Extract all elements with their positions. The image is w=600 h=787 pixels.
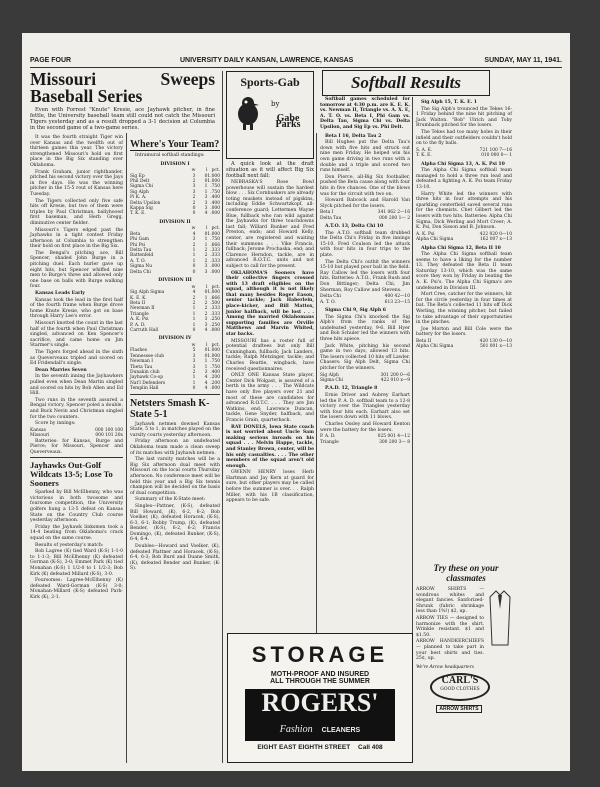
team-stat: 3 xyxy=(192,189,196,195)
gab-para: NEBRASKA'S Rose Bowl powerhouse will sustain the hardest blow . . . Six Cornhuskers are already toting muskets instead of pigskins, including Eddie Schwartzkopf, all-conference guard; Lettermen Wayne Blue, fullback who ran wild against the Jayhawks for three touchdowns last fall; Willard Bunker and Fred Preston, ends; and Howard Kelly, center, are registered and waiting their summons . . . Vike Francis, fullback; Jerome Prochaska, end; and Clarence Herndon, tackle, are in advanced R.O.T.C. units and not subject to call for the present. xyxy=(226,180,314,269)
netsters-para: Friday afternoon an undefeated Oklahoma team made a clean sweep of its matches with Jayhawk netmen. xyxy=(130,439,220,456)
team-name: Sigma Nu xyxy=(130,264,153,270)
team-stat: 2 xyxy=(204,258,208,264)
team-stat: 1.000 xyxy=(207,353,220,359)
storage-line1: MOTH-PROOF AND INSURED xyxy=(270,671,370,678)
team-stat: 1 xyxy=(192,306,196,312)
standings-table xyxy=(130,285,220,334)
team-stat: 2 xyxy=(204,306,208,312)
team-stat: 1 xyxy=(204,184,208,190)
main-body xyxy=(30,135,123,601)
team-stat: .000 xyxy=(210,269,220,275)
team-stat: 4 xyxy=(204,375,208,381)
team: Alpha Chi Sigma xyxy=(416,237,454,243)
team-stat: 0 xyxy=(192,327,196,333)
runs: 422 010 x—9 xyxy=(380,377,410,383)
team-name: Sig Ep xyxy=(130,173,145,179)
team-name: A. K. Psi xyxy=(130,317,149,323)
team: A. K. Psi xyxy=(416,231,435,237)
team-stat: 4 xyxy=(204,386,208,392)
team-stat: 0 xyxy=(204,290,208,296)
sports-gab-header xyxy=(226,71,314,159)
team-stat: 1 xyxy=(192,375,196,381)
team-name: A. T. O. xyxy=(130,258,146,264)
team-name: Battenfeld xyxy=(130,253,154,259)
arrow-footer: We're Arrow headquarters xyxy=(416,663,474,670)
team-name: Pi K. A. xyxy=(130,195,147,201)
carls-tagline: GOOD CLOTHES xyxy=(440,686,480,692)
runs: 341 062 2—16 xyxy=(377,210,410,216)
team-stat: 2 xyxy=(192,369,196,375)
team-stat: 0 xyxy=(192,206,196,212)
runs: 000 200 1— 2 xyxy=(379,215,410,221)
game-para: The Sig Alph's trounced the Tekes 16-1 Friday behind the nine hit pitching of Jack Walton. "Bob" Ulrich and Toby Brumback pitched for the losers. xyxy=(416,106,512,129)
runs: 010 000 0— 1 xyxy=(481,153,512,159)
team-stat: .400 xyxy=(210,369,220,375)
standings-row xyxy=(130,211,220,216)
team-stat: .750 xyxy=(210,184,220,190)
standings-intro: Intramural softball standings: xyxy=(135,153,205,158)
team-name: Phi Gam xyxy=(130,237,149,243)
team-stat: 3 xyxy=(192,237,196,243)
column-header: pct. xyxy=(211,226,220,232)
team-name: T. K. E. xyxy=(130,211,146,217)
batteries: Batteries: for Kansas, Burge and Pierce; for Missouri, Spencer and Queverveaux. xyxy=(30,438,123,455)
arrow-item: ARROW SHIRTS — wondrous whites and elegant fancies. Sanforized-Shrunk (fabric shrinkage less than 1%!) $2, up. xyxy=(416,587,484,615)
team-stat: 1 xyxy=(204,242,208,248)
arrow-headline: Try these on your classmates xyxy=(433,563,499,583)
team-stat: 1 xyxy=(192,258,196,264)
team: S. A. E. xyxy=(416,147,433,153)
game-para: Bill Hughes put the Delta Tau's down with five hits and struck out nine men Friday. He helped win his own game driving in two runs with a double and a triple and scored two runs himself. xyxy=(320,140,410,174)
team-stat: 1 xyxy=(192,322,196,328)
netsters-para: Doubles—Howard and Voelker, (K), defeated Plattner and Horacek, (K-S), 6-4, 6-3; Bob Burd and Duane Smith, (K), defeated Bender and Bunker, (K-S). xyxy=(130,544,220,572)
team-stat: 1.000 xyxy=(207,173,220,179)
team: Kansas xyxy=(30,427,46,433)
gab-para: ONLY ONE Kansas State player, Center Dick Wolgast, is assured of a berth in the army . . . The Wildcats have only five players over 21 and most of these are candidates for advanced R.O.T.C. . . . They are Jim Watkins, end; Lawrence Duncan, tackle, Gene Snyder, halfback, and Francis Grain, quarterback. xyxy=(226,373,314,423)
runs: 000 100 100 xyxy=(95,427,123,433)
column-header: w xyxy=(191,168,196,174)
column-header: w xyxy=(191,284,196,290)
team-stat: 3 xyxy=(204,195,208,201)
division-header: DIVISION III xyxy=(158,278,192,284)
team-name: Delta Upsilon xyxy=(130,200,161,206)
division-header: DIVISION IV xyxy=(158,336,192,342)
team-stat: 0 xyxy=(192,211,196,217)
team: Delta Tau xyxy=(320,215,342,221)
team-stat: 5 xyxy=(192,348,196,354)
team-stat: 2 xyxy=(204,248,208,254)
team-stat: .500 xyxy=(210,300,220,306)
softball-intro: Softball games scheduled for tomorrow at 4:30 p.m. are K. E. K. vs. Newman II, Triangle vs. A. X. E, A. T. O. vs. Beta I, Phi Gam vs. Delta Tau, Sigma Chi vs. Delta Upsilon, and Sig Ep vs. Phi Delt. xyxy=(320,97,410,130)
team-stat: .000 xyxy=(210,264,220,270)
game-score-table xyxy=(416,339,512,350)
team-stat: 0 xyxy=(204,173,208,179)
standings-row xyxy=(130,328,220,333)
game-headline: Sigma Chi 9, Sig Alph 6 xyxy=(325,308,386,314)
team-stat: 1 xyxy=(204,189,208,195)
score-label: Score by innings: xyxy=(35,421,76,427)
team-stat: 1 xyxy=(192,253,196,259)
newspaper-page xyxy=(22,33,570,771)
team-stat: .200 xyxy=(210,380,220,386)
main-para: Missouri knotted the count in the last half of the fourth when Paul Christman singled, advanced on Ken Spencer's sacrifice, and came home on Jim Starmer's single. xyxy=(30,321,123,349)
main-para: The Tigers collected only five safe hits off Kresie, but two of them were triples by Paul Christman, ballyhooed first baseman, and Herb Gregg, diminutive center fielder. xyxy=(30,198,123,226)
team-name: Newman II xyxy=(130,306,155,312)
team: P. A. D. xyxy=(320,434,336,440)
team-stat: 0 xyxy=(204,179,208,184)
team-stat: .000 xyxy=(210,211,220,217)
runs: 721 100 7—16 xyxy=(479,147,512,153)
team-name: Phil Delt xyxy=(130,179,150,184)
wildcats-para: Bob Lagree (K) tied Ward (K-S) 1-1-0 to 1-1-3; Bill McElhenny (K) defeated Gorman (K-S), 3-0; Emmet Park (K) tied Monahan (K-S) 1 1/2-0 to 1 1/2-3; Bob Kirk (K) defeated Millard (K-S), 3-0. xyxy=(30,549,123,577)
column-softball-2 xyxy=(416,97,512,477)
main-para: The Tigers forged ahead in the sixth as Queverveaux tripled and scored on Ed Fridendall's single. xyxy=(30,349,123,367)
wildcats-para: Friday the Jayhawk linksmen took a 14-4 beating from Oklahoma's crack squad on the same course. xyxy=(30,524,123,542)
game-para: Jack White, pitching his second game in two days, allowed 13 hits. The losers collected 10 hits off Lawler. Chasers: Sig Alph Delt, Sigma Chi pitcher for the winners. xyxy=(320,343,411,371)
gab-para: GWENN HENRY loses Herb Hartman and Jay Kern at guard for sure, but other players may be called before the summer is over. . . Ralph Miller, with his 1B classification, appears to be safe. xyxy=(226,470,314,504)
team-name: Delta Tau xyxy=(130,248,152,254)
masthead xyxy=(30,57,562,68)
team-name: Delta Chi xyxy=(130,269,151,275)
netsters-para: Singles—Pattner, (K-S), defeated Bill Howard, (K), 6-2, 6-2; Bob Voelker, (K), defeated Horacek, (K-S), 6-3, 6-1; Bobby Trump, (K), defeated Bender, (K-S), 6-2, 6-2; Francis Domingo, (K), defeated Bunker, (K-S), 6-4, 6-4. xyxy=(130,503,220,543)
runs: 422 020 0—10 xyxy=(479,231,512,237)
team-name: Jayhawk Co-op xyxy=(130,375,164,381)
team-stat: .000 xyxy=(210,386,220,392)
team-stat: .333 xyxy=(210,253,220,259)
team-stat: 3 xyxy=(204,322,208,328)
team-name: K. E. K. xyxy=(130,295,147,301)
softball-games-2 xyxy=(416,100,512,350)
team-stat: 2 xyxy=(204,300,208,306)
team-stat: 0 xyxy=(204,231,208,237)
team-stat: 2 xyxy=(192,195,196,201)
main-score-table xyxy=(30,428,123,439)
game-para: The Delta Chi's outhit the winners 15-10 but played poor ball in the field. Ray Callow led the losers with four hits. Batteries: A.T.O., Frank Rush and Don Bittinger; Delta Chi, Jim Sherman, Roy Callow and Stevens. xyxy=(320,259,410,293)
team-stat: .750 xyxy=(210,189,220,195)
standings-row xyxy=(130,386,220,391)
team-stat: 0 xyxy=(192,264,196,270)
team: Missouri xyxy=(30,433,50,439)
team-name: Theta Tau xyxy=(130,364,153,370)
rogers-logo xyxy=(245,689,395,741)
arrow-item: ARROW TIES — designed to harmonize with the shirt. Wrinkle resistant. $1 and $1.50. xyxy=(416,615,484,638)
column-header: pct. xyxy=(211,168,220,174)
gab-lead: A quick look at the draft situation as it will affect Big Six football next fall: xyxy=(226,161,314,179)
subhead: Kansas Leads Early xyxy=(35,291,85,297)
team-stat: 3 xyxy=(204,206,208,212)
wildcats-para: Foursomes: Lagree-McElhenny (K) defeated Ward-Gorman (K-S) 3-0; Monahan-Millard (K-S) defeated Park-Kirk (K), 2-1. xyxy=(30,578,123,600)
storage-ad xyxy=(227,633,413,763)
team-stat: 1 xyxy=(204,359,208,365)
team-stat: 3 xyxy=(204,269,208,275)
team-name: Sig Alph Sigma xyxy=(130,290,165,296)
team-stat: .333 xyxy=(210,258,220,264)
carls-name: CARL'S xyxy=(441,674,479,686)
team-stat: .400 xyxy=(210,200,220,206)
main-para: It was the fourth straight Tiger win over Kansas and the twelfth out of thirteen games this year. The victory strengthened Missouri's hold on first place in the Big Six standing over Oklahoma. xyxy=(30,135,123,168)
team-stat: .250 xyxy=(210,322,220,328)
column-header: l xyxy=(206,342,208,348)
division-header: DIVISION II xyxy=(159,219,191,225)
team-stat: 2 xyxy=(204,253,208,259)
storage-title: STORAGE xyxy=(251,642,389,667)
storage-phone: Call 408 xyxy=(358,744,383,751)
team-stat: 3 xyxy=(204,264,208,270)
team-stat: 4 xyxy=(192,290,196,296)
team-stat: .666 xyxy=(210,295,220,301)
main-para: In the seventh inning the Jayhawkers pulled even when Dean Martin singled and scored on hits by Bob Allen and Ed Hill. xyxy=(30,374,123,397)
team-stat: 3 xyxy=(192,184,196,190)
team-name: Dunakin club xyxy=(130,369,160,375)
standings-table xyxy=(130,226,220,275)
storage-line2: ALL THROUGH THE SUMMER xyxy=(270,678,370,685)
team-stat: 4 xyxy=(204,327,208,333)
game-headline: P.A.D. 12, Triangle 8 xyxy=(325,386,378,392)
game-para: The A.T.O. softball team drubbed the Delta Chi's Friday in five innings 15-10. Fred Coulson led the attack with four hits in four trips to the plate. xyxy=(320,230,410,259)
column-header: l xyxy=(206,226,208,232)
main-lead: Even with Forrest "Knute" Kresie, ace Jayhawk pitcher, in fine fettle, the University baseball team still could not catch the Missouri Tigers yesterday and as a result dropped a 3-1 decision at Columbia in the second game of a two-game series. xyxy=(30,107,215,132)
missouri-headline-block xyxy=(30,71,215,132)
standings-table xyxy=(130,168,220,217)
standings-title: Where's Your Team? xyxy=(130,139,220,150)
runs: 025 001 4—12 xyxy=(377,434,410,440)
team-name: Templin Hall xyxy=(130,386,159,392)
team-stat: 1 xyxy=(192,311,196,317)
game-score-table xyxy=(320,210,410,221)
column-softball xyxy=(320,97,410,631)
team-stat: 1.000 xyxy=(207,231,220,237)
team-stat: 2 xyxy=(192,300,196,306)
team-stat: .200 xyxy=(210,375,220,381)
team-stat: 3 xyxy=(204,200,208,206)
main-para: Frank Graham, junior righthander, pitched his second victory over the Jays in five days. He was the winning pitcher in the 15-5 rout of Kansas here Tuesday. xyxy=(30,169,123,197)
team-stat: 1 xyxy=(192,248,196,254)
team-stat: .666 xyxy=(210,242,220,248)
team-stat: 4 xyxy=(204,211,208,217)
team-stat: .000 xyxy=(210,206,220,212)
team-name: Carruth Hall xyxy=(130,327,159,333)
team: A. T. O. xyxy=(320,299,336,305)
team-stat: 1 xyxy=(204,237,208,243)
team-stat: 3 xyxy=(192,359,196,365)
team-stat: .000 xyxy=(210,327,220,333)
team-stat: 0 xyxy=(204,348,208,354)
team-stat: .333 xyxy=(210,311,220,317)
column-header: l xyxy=(206,284,208,290)
team-stat: .250 xyxy=(210,317,220,323)
issue-date: SUNDAY, MAY 11, 1941. xyxy=(484,57,562,64)
main-para: Missouri's Tigers edged past the Jayhawks in a tight contest Friday afternoon at Columbia to strengthen their hold on first place in the Big Six. xyxy=(30,227,123,250)
team-stat: 4 xyxy=(192,231,196,237)
game-para: Charles Ossley and Howard Kenton were the battery for the losers. xyxy=(320,421,410,433)
rogers-fashion: Fashion xyxy=(279,724,313,735)
gab-author: Gabe Parks xyxy=(275,113,301,130)
runs: 162 007 x—13 xyxy=(479,237,512,243)
column-header: pct. xyxy=(211,284,220,290)
team-stat: 0 xyxy=(192,269,196,275)
team-name: Tennessee club xyxy=(130,353,165,359)
team: Delta Chi xyxy=(320,294,341,300)
arrow-item: ARROW HANDKERCHIEFS — planned to take part in your best shirts and ties. 25¢, up. xyxy=(416,639,484,662)
game-headline: Alpha Chi Sigma 13, A. K. Psi 10 xyxy=(421,161,505,167)
team-stat: 0 xyxy=(204,353,208,359)
column-standings xyxy=(130,136,220,768)
team-name: Beta xyxy=(130,231,141,237)
column-header: l xyxy=(206,168,208,174)
column-sports-gab xyxy=(226,71,314,631)
game-para: The Sigma Chi's knocked the Sig Alph's from the ranks of the undefeated yesterday, 9-6. Bill Hyer and Bob Schuler led the winners with three hits apiece. xyxy=(320,314,410,342)
game-headline: Sig Alph 15, T. K. E. 1 xyxy=(421,100,478,105)
game-para: The Alpha Chi Sigma softball team managed to hold a three run lead and defeated a fighting A. K. Psi team Friday 13-10. xyxy=(416,168,512,190)
game-score-table xyxy=(416,148,512,159)
team-stat: 2 xyxy=(192,242,196,248)
team-stat: 0 xyxy=(192,386,196,392)
team-stat: .750 xyxy=(210,237,220,243)
team-stat: .333 xyxy=(210,248,220,254)
team-name: Phi Psi xyxy=(130,242,146,248)
storage-address: EIGHT EAST EIGHTH STREET xyxy=(257,744,351,751)
game-score-table xyxy=(320,373,410,384)
softball-title-box xyxy=(322,70,490,96)
netsters-para: Summary of the K-State meet: xyxy=(135,497,206,503)
team: Sig Alph xyxy=(320,372,339,378)
softball-title: Softball Results xyxy=(350,73,462,92)
game-score-table xyxy=(416,232,512,243)
game-headline: A.T.O. 13, Delta Chi 10 xyxy=(325,224,384,230)
standings-tables xyxy=(130,162,220,392)
runs: 300 200 3— 8 xyxy=(379,439,410,445)
wildcats-para: Sparked by Bill McElhenny, who was victorious in both twosome and foursome competition, the University golfers hung a 13-5 defeat on Kansas State on the Country Club course yesterday afternoon. xyxy=(30,490,123,524)
team-stat: 2 xyxy=(192,179,196,184)
gab-para: MISSOURI has a roster full of potential draftees but only Bill Cunningham, fullback; Jack Landers, tackle; Ralph Metzinger, tackle; and Charles Beattie, wingback, have received questionnaires. xyxy=(226,338,314,372)
division-header: DIVISION I xyxy=(160,161,190,167)
runs: 501 001 x—13 xyxy=(479,344,512,350)
gab-by: by xyxy=(271,100,280,108)
team-stat: 1.000 xyxy=(207,179,220,184)
game-para: Don Pierce, all-Big Six footballer, pushed the Beta cause along with four hits in five chances. One of the blows was for the circuit with two on. xyxy=(320,174,410,197)
gab-para: OKLAHOMA'S Sooners have their collective fingers crossed with 13 draft eligibles on the squad, although it is not likely that many besides Roger Eason, senior tackle; Jack Haberlein, place-kicker, and Bill Mattox, junior halfback, will be lost . . . Among the married Oklahomans supporting families are Orville Matthews and Marvin Whited, star backs. xyxy=(226,270,314,338)
main-para: Two runs in the seventh assured a Bengal victory. Spencer poled a double, and Buck Nevin and Christman singled for the two counters. xyxy=(30,397,123,420)
team: Triangle xyxy=(320,439,339,445)
column-header: pct. xyxy=(211,342,220,348)
runs: 420 130 0—10 xyxy=(479,339,512,344)
team-stat: 1.000 xyxy=(207,290,220,296)
team-stat: 3 xyxy=(204,369,208,375)
gab-para: RAY DONELS, Iowa State coach is not worried about Uncle Sam making serious inroads on his squad . . . Melvin Happe, tackle, and Stanley Brown, center, will be his only casualties. . . . The other members of the squad aren't old enough. xyxy=(226,424,314,469)
wildcats-para: Results of yesterday's match: xyxy=(35,542,104,548)
team-stat: 3 xyxy=(192,353,196,359)
netsters-para: The last varsity matches will be a Big Six afternoon dual meet with Missouri on the local courts Thursday afternoon. No conference meet will be held this year and a Big Six tennis champion will be decided on the basis of dual competition. xyxy=(130,457,220,496)
page-number: PAGE FOUR xyxy=(30,57,72,64)
team-stat: 1 xyxy=(204,295,208,301)
softball-games xyxy=(320,134,410,445)
team-stat: 2 xyxy=(204,311,208,317)
game-para: Harry White led the winners with three hits in four attempts and his sparkling centerfield saved several runs for the chemists. Chet Gilbert led the losers with two hits. Batteries: Alpha Chi Sigma, Dick Werling and Mort Creer; A. K. Psi, Don Sisson and B. Johnson. xyxy=(416,191,512,231)
team-name: Sigma Chi xyxy=(130,184,153,190)
team-stat: 1 xyxy=(192,380,196,386)
netsters-para: Jayhawk netmen downed Kansas State, 5 to 1, in matches played on the varsity courts yesterday afternoon. xyxy=(130,421,220,438)
team-name: P. A. D. xyxy=(130,322,146,328)
main-para: Kansas took the lead in the first half of the fourth frame when Burge drove home Knute Kresie, who got on base through Harry Lee's error. xyxy=(30,297,123,320)
rogers-cleaners: CLEANERS xyxy=(321,727,361,734)
game-headline: Alpha Chi Sigma 12, Beta II 10 xyxy=(421,245,501,251)
team-name: Sig Alph xyxy=(130,189,149,195)
subhead: Dean Marries Seven xyxy=(35,367,87,373)
team-stat: 1 xyxy=(192,317,196,323)
game-para: The Tekes had too many holes in their infield and their outfielders couldn't hold on to the fly balls. xyxy=(416,129,512,147)
team-stat: 3 xyxy=(192,173,196,179)
netsters-headline: Netsters Smash K-State 5-1 xyxy=(130,397,210,420)
team-stat: .750 xyxy=(210,364,220,370)
game-para: Mort Cree, catcher for the winners, hit for the circle yesterday in four times at bat. The Beta's collected 11 hits off Dick Werling, the winning pitcher, but failed to take advantage of their opportunities in the pinches. xyxy=(416,292,512,326)
team-stat: 3 xyxy=(204,317,208,323)
team-name: Newman I xyxy=(130,359,153,365)
team-stat: 1.000 xyxy=(207,348,220,354)
runs: 400 42—10 xyxy=(384,294,410,300)
rogers-brand: ROGERS' xyxy=(261,688,379,717)
team: Alpha Chi Sigma xyxy=(416,344,454,350)
main-headline: Missouri Sweeps Baseball Series xyxy=(30,69,215,106)
team-name: Kappa Sig xyxy=(130,206,153,212)
team: T. K. E. xyxy=(416,153,432,159)
game-score-table xyxy=(320,434,410,445)
team-name: Flashes xyxy=(130,348,148,354)
team-name: Beta II xyxy=(130,300,146,306)
column-header: w xyxy=(191,226,196,232)
carls-logo xyxy=(430,673,490,701)
team-stat: 2 xyxy=(192,295,196,301)
game-score-table xyxy=(320,294,410,305)
gab-title: Sports-Gab xyxy=(240,75,300,89)
runs: 000 101 20x xyxy=(95,433,123,439)
game-para: Howard Babcock and Harold Van Slyck pitched for the losers. xyxy=(320,198,410,209)
team-name: Nat'l Defenders xyxy=(130,380,166,386)
shirt-illustration-icon xyxy=(486,587,514,647)
paper-name: UNIVERSITY DAILY KANSAN, LAWRENCE, KANSAS xyxy=(180,57,354,64)
team-stat: 3 xyxy=(192,364,196,370)
runs: 613 23—15 xyxy=(384,299,410,305)
main-para: The Bengal's pitching ace, Bill Spencer, shaded John Burge in a pitching duel. Each hurler gave up eight hits, but Spencer whiffed nine men to Burge's three and allowed only one base on balls with Burge walking four. xyxy=(30,250,123,290)
team-stat: .400 xyxy=(210,195,220,201)
runs: 301 200 0—6 xyxy=(380,372,410,378)
team: Beta II xyxy=(416,339,432,344)
team: Beta I xyxy=(320,210,334,216)
team-stat: 4 xyxy=(204,380,208,386)
team-stat: 2 xyxy=(192,200,196,206)
standings-row xyxy=(130,270,220,275)
standings-table xyxy=(130,343,220,392)
team-name: Triangle xyxy=(130,311,149,317)
game-headline: Beta I 16, Delta Tau 2 xyxy=(325,133,382,139)
arrow-ad xyxy=(416,563,516,763)
game-para: The Alpha Chi Sigma softball team seems to have a liking for the number 13. They defeated the Beta II team Saturday 13-10, which was the same score they won by Friday in beating the A. K. Psi's. The Alpha Chi Sigma's are undefeated in Division III. xyxy=(416,252,512,291)
game-para: Ernie Driver and Aubrey Earhart led the P. A. D. softball team to a 12-8 victory over the Triangles yesterday with four hits each. Earhart also set the losers down with 11 blows. xyxy=(320,392,410,421)
jayhawk-icon xyxy=(233,94,263,130)
team: Sigma Chi xyxy=(320,377,343,383)
column-header: w xyxy=(191,342,196,348)
game-para: Joe Morton and Bill Cole were the battery for the losers. xyxy=(416,326,512,338)
team-stat: 1 xyxy=(204,364,208,370)
team-stat: .750 xyxy=(210,359,220,365)
arrow-logo: ARROW SHIRTS xyxy=(436,705,482,713)
wildcats-headline: Jayhawks Out-Golf Wildcats 13-5; Lose To Sooners xyxy=(30,460,113,489)
team-stat: .333 xyxy=(210,306,220,312)
